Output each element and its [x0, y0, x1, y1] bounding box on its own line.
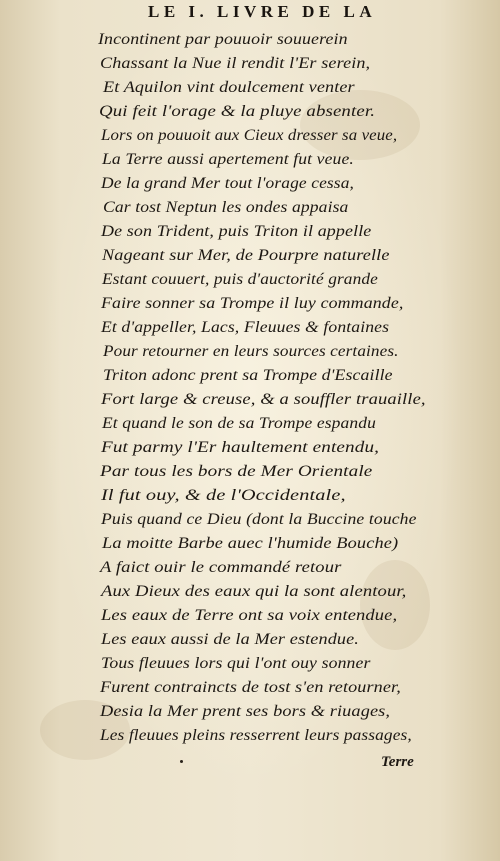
verse-line: La moitte Barbe auec l'humide Bouche): [102, 535, 399, 552]
verse-line: Faire sonner sa Trompe il luy commande,: [101, 295, 404, 312]
verse-line: Incontinent par pouuoir souuerein: [98, 31, 348, 48]
verse-line: Aux Dieux des eaux qui la sont alentour,: [101, 583, 407, 600]
verse-line: A faict ouir le commandé retour: [100, 559, 342, 576]
verse-line: Les eaux de Terre ont sa voix entendue,: [101, 607, 398, 624]
running-head: LE I. LIVRE DE LA: [148, 2, 377, 21]
verse-line: Par tous les bors de Mer Orientale: [100, 463, 373, 480]
catchword: Terre: [381, 754, 414, 770]
verse-line: Desia la Mer prent ses bors & riuages,: [100, 703, 391, 720]
verse-line: Et quand le son de sa Trompe espandu: [102, 415, 376, 432]
verse-line: La Terre aussi apertement fut veue.: [102, 151, 354, 168]
verse-line: Puis quand ce Dieu (dont la Buccine touche: [101, 511, 417, 528]
verse-line: Triton adonc prent sa Trompe d'Escaille: [103, 367, 393, 384]
verse-line: Pour retourner en leurs sources certaines.: [103, 343, 399, 360]
ink-speck: [180, 760, 183, 763]
verse-line: Lors on pouuoit aux Cieux dresser sa veue,: [101, 127, 398, 144]
verse-line: Et Aquilon vint doulcement venter: [103, 79, 355, 96]
verse-line: Fort large & creuse, & a souffler trauaille,: [101, 391, 426, 408]
verse-line: Estant couuert, puis d'auctorité grande: [102, 271, 378, 288]
verse-line: Car tost Neptun les ondes appaisa: [103, 199, 349, 216]
verse-line: De la grand Mer tout l'orage cessa,: [101, 175, 355, 192]
verse-line: De son Trident, puis Triton il appelle: [101, 223, 372, 240]
verse-line: Nageant sur Mer, de Pourpre naturelle: [102, 247, 390, 264]
verse-line: Et d'appeller, Lacs, Fleuues & fontaines: [101, 319, 390, 336]
verse-line: Qui feit l'orage & la pluye absenter.: [99, 103, 376, 120]
verse-line: Furent contraincts de tost s'en retourner,: [100, 679, 401, 696]
verse-line: Chassant la Nue il rendit l'Er serein,: [100, 55, 371, 72]
verse-line: Fut parmy l'Er haultement entendu,: [101, 439, 380, 456]
verse-line: Il fut ouy, & de l'Occidentale,: [101, 487, 346, 504]
verse-line: Les eaux aussi de la Mer estendue.: [101, 631, 359, 648]
verse-line: Tous fleuues lors qui l'ont ouy sonner: [101, 655, 371, 672]
verse-line: Les fleuues pleins resserrent leurs passages,: [100, 727, 412, 744]
